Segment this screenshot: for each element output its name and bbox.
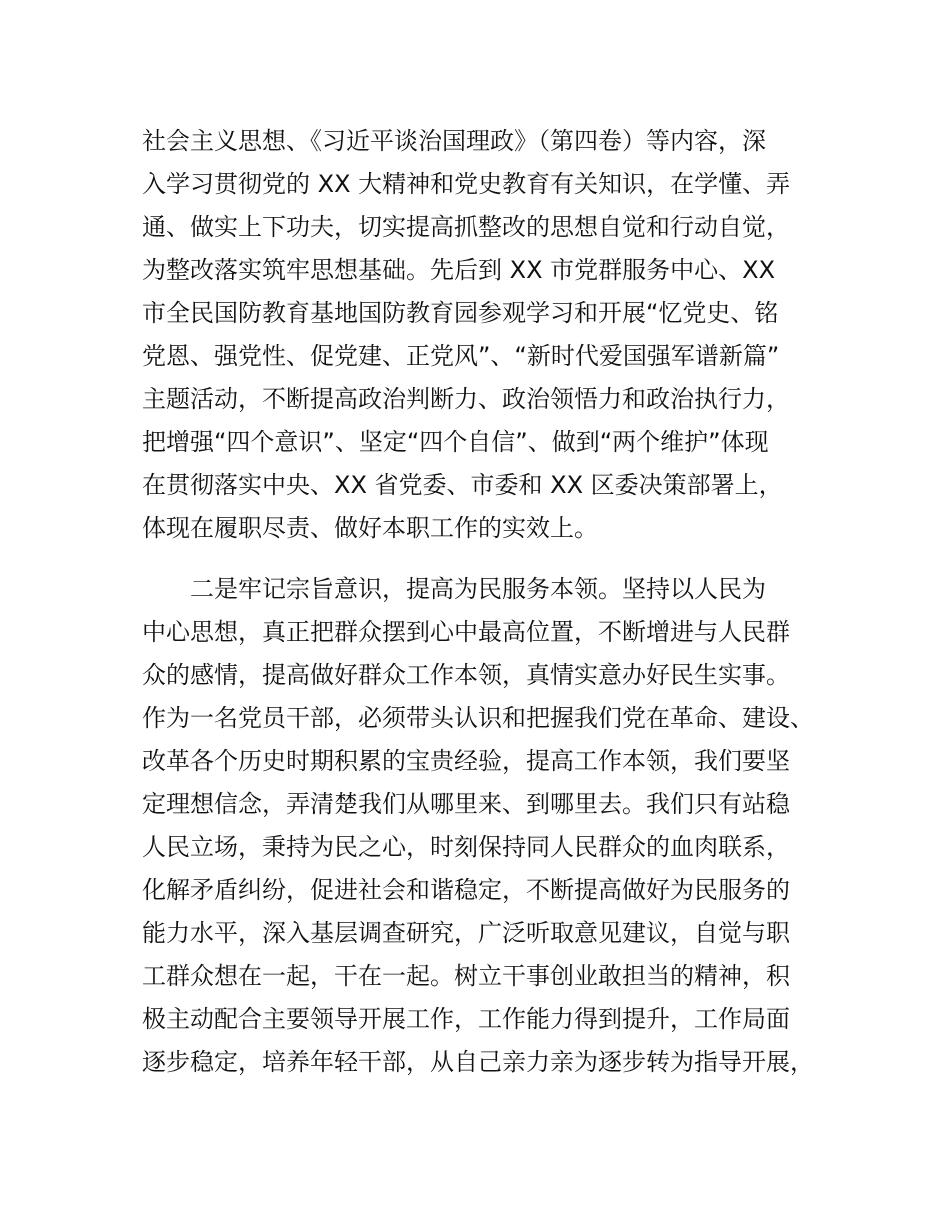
paragraph-2-line: 作为一名党员干部，必须带头认识和把握我们党在革命、建设、: [142, 704, 814, 732]
paragraph-1-line: 把增强“四个意识”、坚定“四个自信”、做到“两个维护”体现: [142, 428, 769, 456]
paragraph-1-line: 党恩、强党性、促党建、正党风”、“新时代爱国强军谱新篇”: [142, 342, 780, 370]
paragraph-2-line: 众的感情，提高做好群众工作本领，真情实意办好民生实事。: [142, 661, 790, 689]
paragraph-2-line: 中心思想，真正把群众摆到心中最高位置，不断增进与人民群: [142, 618, 790, 646]
paragraph-1-line: 入学习贯彻党的 XX 大精神和党史教育有关知识，在学懂、弄: [142, 170, 791, 198]
paragraph-2-line: 改革各个历史时期积累的宝贵经验，提高工作本领，我们要坚: [142, 747, 790, 775]
paragraph-2-line: 极主动配合主要领导开展工作，工作能力得到提升，工作局面: [142, 1005, 790, 1033]
paragraph-2-line: 能力水平，深入基层调查研究，广泛听取意见建议，自觉与职: [142, 919, 790, 947]
paragraph-1-line: 社会主义思想、《习近平谈治国理政》（第四卷）等内容，深: [142, 127, 766, 155]
paragraph-2-line: 定理想信念，弄清楚我们从哪里来、到哪里去。我们只有站稳: [142, 790, 790, 818]
paragraph-1-line: 主题活动，不断提高政治判断力、政治领悟力和政治执行力，: [142, 385, 790, 413]
paragraph-1-line: 市全民国防教育基地国防教育园参观学习和开展“忆党史、铭: [142, 299, 779, 327]
paragraph-2-line: 人民立场，秉持为民之心，时刻保持同人民群众的血肉联系，: [142, 833, 790, 861]
paragraph-1-line: 通、做实上下功夫，切实提高抓整改的思想自觉和行动自觉，: [142, 213, 790, 241]
paragraph-2-line: 工群众想在一起，干在一起。树立干事创业敢担当的精神，积: [142, 962, 790, 990]
paragraph-1-line: 在贯彻落实中央、XX 省党委、市委和 XX 区委决策部署上，: [142, 471, 783, 499]
paragraph-2-first-line: 二是牢记宗旨意识，提高为民服务本领。坚持以人民为: [190, 575, 766, 603]
paragraph-1-line: 为整改落实筑牢思想基础。先后到 XX 市党群服务中心、XX: [142, 256, 776, 284]
paragraph-2-line: 逐步稳定，培养年轻干部，从自己亲力亲为逐步转为指导开展，: [142, 1048, 814, 1076]
paragraph-1-line: 体现在履职尽责、做好本职工作的实效上。: [142, 514, 598, 542]
paragraph-2-line: 化解矛盾纠纷，促进社会和谐稳定，不断提高做好为民服务的: [142, 876, 790, 904]
